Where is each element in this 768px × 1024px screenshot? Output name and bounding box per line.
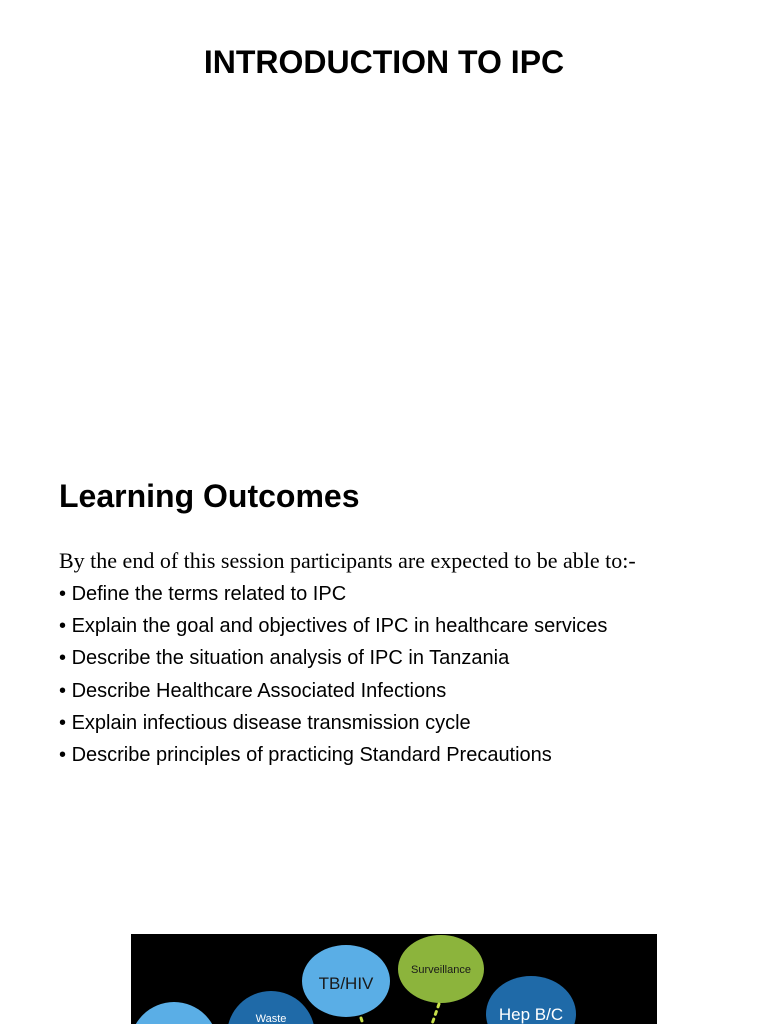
list-item: • Define the terms related to IPC (59, 581, 607, 613)
list-item: • Explain the goal and objectives of IPC in healthcare services (59, 613, 607, 645)
node-hep-bc-label: Hep B/C (498, 1005, 564, 1024)
list-item: • Describe the situation analysis of IPC in Tanzania (59, 645, 607, 677)
section-heading: Learning Outcomes (59, 478, 360, 514)
node-tb-hiv-label: TB/HIV (318, 974, 374, 993)
intro-text: By the end of this session participants are expected to be able to:- (59, 548, 636, 573)
list-item: • Describe Healthcare Associated Infections (59, 678, 607, 710)
node-surveillance-label: Surveillance (411, 964, 471, 976)
slide-title: INTRODUCTION TO IPC (203, 44, 565, 80)
ipc-components-diagram (131, 934, 657, 1024)
list-item: • Explain infectious disease transmission cycle (59, 710, 607, 742)
outcomes-list (59, 581, 607, 774)
list-item: • Describe principles of practicing Standard Precautions (59, 742, 607, 774)
diagram-background (131, 934, 657, 1024)
node-waste-label: Waste (255, 1013, 287, 1024)
